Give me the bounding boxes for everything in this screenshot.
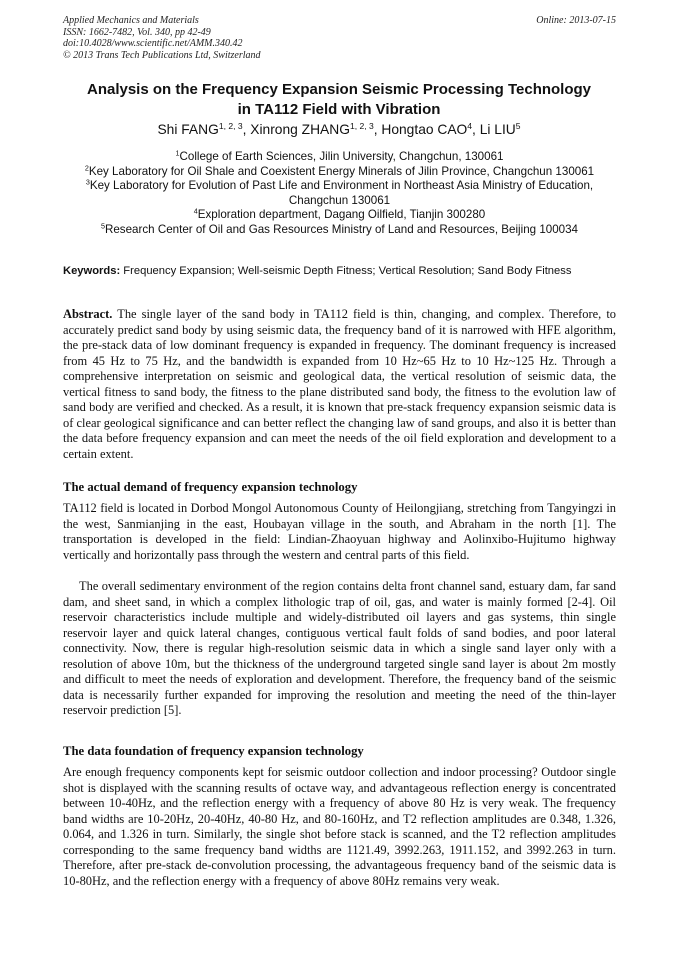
affiliation-mark: 5 <box>100 221 105 231</box>
journal-name: Applied Mechanics and Materials <box>63 15 199 26</box>
affiliation-text: Exploration department, Dagang Oilfield, Tianjin 300280 <box>197 208 486 222</box>
author-affiliation-mark: 1, 2, 3 <box>349 120 374 131</box>
author-affiliation-mark: 4 <box>467 120 473 131</box>
affiliation <box>63 223 616 238</box>
journal-header <box>63 15 616 61</box>
affiliation-text: Key Laboratory for Oil Shale and Coexistent Energy Minerals of Jilin Province, Changchun 130061 <box>88 164 595 178</box>
affiliation-mark: 4 <box>193 207 198 217</box>
author: Xinrong ZHANG <box>250 122 350 137</box>
journal-doi: doi:10.4028/www.scientific.net/AMM.340.42 <box>63 38 243 49</box>
author-separator: , <box>472 122 480 137</box>
paragraph: The overall sedimentary environment of the region contains delta front channel sand, estuary dam, far sand dam, and sheet sand, in which a complex lithologic trap of oil, gas, and water is mainly formed [2-4]. Oil reservoir characteristics include multiple and widely-distributed oil layers and gas systems, thin single reservoir layer and quick lateral changes, contiguous vertical fault folds of sand bodies, and poor lateral connectivity. Now, there is regular high-resolution seismic data in which a single sand layer only with a resolution of above 10m, but the thickness of the underground targeted single sand layer is about 2m mostly and difficult to meet the needs of exploration and development. Therefore, the frequency band of the seismic data is necessarily further expanded for improving the resolution and meeting the need of the thin-layer reservoir prediction [5]. <box>63 579 616 717</box>
affiliation <box>63 208 616 223</box>
title-line-2: in TA112 Field with Vibration <box>237 101 441 118</box>
affiliation <box>63 179 616 208</box>
affiliation-mark: 2 <box>84 163 89 173</box>
author-affiliation-mark: 1, 2, 3 <box>218 120 243 131</box>
affiliation-text: Key Laboratory for Evolution of Past Life and Environment in Northeast Asia Ministry of Education, Changchun 130061 <box>89 179 594 207</box>
affiliation-mark: 3 <box>85 177 90 187</box>
affiliation-text: Research Center of Oil and Gas Resources Ministry of Land and Resources, Beijing 100034 <box>104 222 579 236</box>
author-list <box>50 121 628 139</box>
abstract <box>63 307 616 462</box>
author: Shi FANG <box>157 122 219 137</box>
keywords <box>63 264 616 279</box>
paragraph: Are enough frequency components kept for seismic outdoor collection and indoor processing? Outdoor single shot is displayed with the scanning results of octave way, and advantageous reflection energy is concentrated between 10-40Hz, and the reflection energy with a frequency of above 80 Hz is very weak. The frequency band widths are 10-20Hz, 20-40Hz, 40-80 Hz, and 80-160Hz, and T2 reflection amplitudes are 0.348, 1.326, 0.064, and 1.326 in turn. Similarly, the single shot before stack is scanned, and the T2 reflection amplitudes corresponding to the same frequency band widths are 1121.49, 3992.263, 1911.152, and 3992.263 in turn. Therefore, after pre-stack de-convolution processing, the advantageous frequency band of the seismic data is 10-80Hz, and the reflection energy with a frequency of above 80Hz remains very weak. <box>63 765 616 888</box>
author: Li LIU <box>479 122 516 137</box>
affiliation <box>63 165 616 180</box>
paper-title <box>50 80 628 120</box>
abstract-text: The single layer of the sand body in TA112 field is thin, changing, and complex. Therefore, to accurately predict sand body by using seismic data, the frequency band of it is narrowed with HFE algorithm, the pre-stack data of low dominant frequency is expanded in frequency. The dominant frequency is increased from 45 Hz to 75 Hz, and the bandwidth is expanded from 10 Hz~65 Hz to 10 Hz~125 Hz. Through a comprehensive interpretation on seismic and geological data, the vertical resolution of seismic data, the vertical fitness to sand body, the fitness to the plane distributed sand body, the fitness to the evolution law of sand body are verified and checked. As a result, it is known that pre-stack frequency expansion seismic data is of clear geological significance and can better reflect the changing law of sand groups, and also it is better than the data before frequency expansion and can meet the needs of the oil field exploration and development to a certain extent. <box>63 307 616 461</box>
author: Hongtao CAO <box>381 122 468 137</box>
journal-issn: ISSN: 1662-7482, Vol. 340, pp 42-49 <box>63 26 211 38</box>
section-heading: The actual demand of frequency expansion technology <box>63 480 358 494</box>
abstract-label: Abstract. <box>63 307 113 321</box>
author-separator: , <box>242 122 251 137</box>
section-heading: The data foundation of frequency expansion technology <box>63 744 364 758</box>
author-separator: , <box>373 122 382 137</box>
keywords-text: Frequency Expansion; Well-seismic Depth Fitness; Vertical Resolution; Sand Body Fitness <box>120 265 572 277</box>
affiliation-list <box>63 150 616 238</box>
affiliation-text: College of Earth Sciences, Jilin University, Changchun, 130061 <box>179 150 504 163</box>
keywords-label: Keywords: <box>63 265 121 277</box>
author-affiliation-mark: 5 <box>515 120 521 131</box>
affiliation <box>63 150 616 165</box>
affiliation-mark: 1 <box>175 148 180 158</box>
online-date: Online: 2013-07-15 <box>536 15 616 26</box>
title-line-1: Analysis on the Frequency Expansion Seismic Processing Technology <box>86 81 592 98</box>
journal-copyright: © 2013 Trans Tech Publications Ltd, Switzerland <box>63 49 261 61</box>
paragraph: TA112 field is located in Dorbod Mongol Autonomous County of Heilongjiang, stretching from Tangyingzi in the west, Sanmianjing in the east, Houbayan village in the south, and Abraham in the north [1]. The transportation is developed in the field: Lindian-Zhaoyuan highway and Aolinxibo-Hujitumo highway vertically and horizontally pass through the western and central parts of this field. <box>63 501 616 562</box>
